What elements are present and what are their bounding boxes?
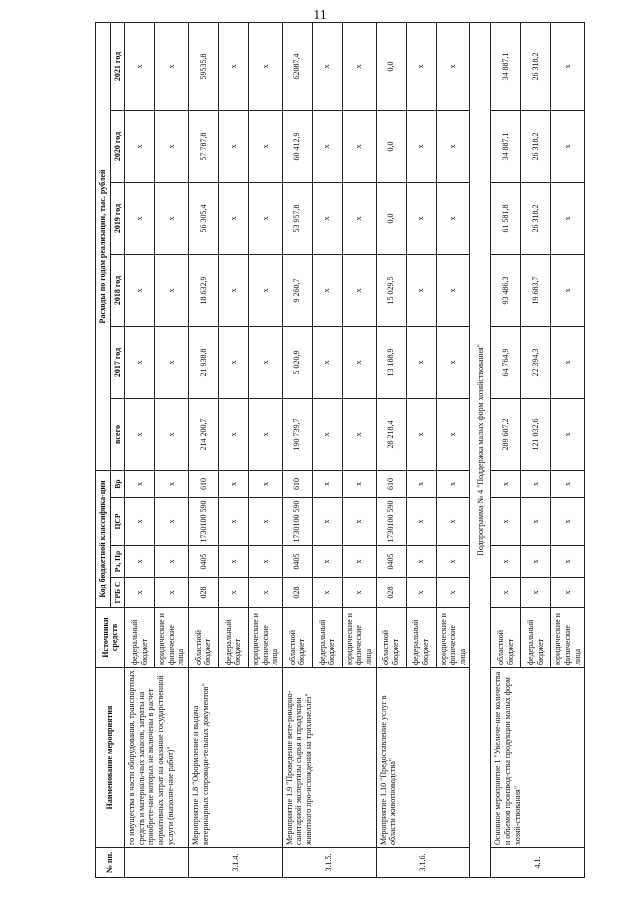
funding-source: областной бюджет	[188, 608, 218, 668]
value-cell: 18 632,9	[188, 255, 218, 327]
value-cell: 26 318,2	[521, 183, 551, 255]
value-cell: x	[218, 546, 248, 578]
value-cell: x	[406, 111, 436, 183]
funding-source: федеральный бюджет	[406, 608, 436, 668]
value-cell: x	[312, 327, 342, 399]
funding-source: областной бюджет	[491, 608, 521, 668]
value-cell: 0,0	[376, 111, 406, 183]
subprogram-row	[470, 22, 491, 877]
value-cell: 26 318,2	[521, 111, 551, 183]
funding-source: федеральный бюджет	[312, 608, 342, 668]
value-cell: x	[436, 578, 470, 608]
value-cell: x	[125, 399, 155, 471]
value-cell: x	[491, 578, 521, 608]
table-row	[282, 22, 312, 877]
value-cell: x	[248, 255, 282, 327]
value-cell: x	[491, 471, 521, 498]
value-cell: x	[521, 498, 551, 546]
value-cell: x	[551, 22, 585, 110]
value-cell: x	[342, 399, 376, 471]
value-cell: x	[312, 578, 342, 608]
value-cell: 0405	[376, 546, 406, 578]
value-cell: 190 739,7	[282, 399, 312, 471]
value-cell: x	[125, 578, 155, 608]
value-cell: 0,0	[376, 183, 406, 255]
value-cell: 15 029,5	[376, 255, 406, 327]
value-cell: x	[248, 327, 282, 399]
value-cell: x	[218, 578, 248, 608]
value-cell: x	[491, 498, 521, 546]
value-cell: x	[406, 471, 436, 498]
value-cell: x	[155, 546, 189, 578]
value-cell: x	[406, 22, 436, 110]
value-cell: 34 887,1	[491, 22, 521, 110]
row-number	[125, 848, 189, 878]
value-cell: 028	[282, 578, 312, 608]
value-cell: x	[218, 399, 248, 471]
value-cell: 1730100 590	[282, 498, 312, 546]
value-cell: x	[248, 399, 282, 471]
value-cell: x	[551, 111, 585, 183]
value-cell: 60 412,9	[282, 111, 312, 183]
value-cell: x	[248, 546, 282, 578]
value-cell: x	[155, 22, 189, 110]
value-cell: x	[342, 255, 376, 327]
value-cell: x	[155, 471, 189, 498]
funding-source: юридические и физические лица	[155, 608, 189, 668]
value-cell: 0,0	[376, 22, 406, 110]
value-cell: x	[312, 255, 342, 327]
value-cell: x	[218, 327, 248, 399]
value-cell: x	[551, 578, 585, 608]
funding-source: областной бюджет	[282, 608, 312, 668]
value-cell: x	[406, 498, 436, 546]
header-total: всего	[110, 399, 125, 471]
value-cell: 0405	[282, 546, 312, 578]
value-cell: 028	[188, 578, 218, 608]
funding-source: юридические и физические лица	[342, 608, 376, 668]
table-row	[491, 22, 521, 877]
value-cell: x	[248, 471, 282, 498]
value-cell: x	[248, 22, 282, 110]
value-cell: x	[155, 578, 189, 608]
value-cell: 214 200,7	[188, 399, 218, 471]
value-cell: x	[125, 498, 155, 546]
table-row	[376, 22, 406, 877]
event-name: Основное мероприятие 1 "Увеличе-ние количества и объемов производ-ства продукции малых форм хозяй-ствования"	[491, 668, 585, 848]
value-cell: x	[312, 399, 342, 471]
value-cell: x	[406, 546, 436, 578]
value-cell: 610	[376, 471, 406, 498]
value-cell: x	[218, 471, 248, 498]
row-number: 3.1.5.	[282, 848, 376, 878]
value-cell: x	[312, 498, 342, 546]
header-year: 2018 год	[110, 255, 125, 327]
value-cell: x	[551, 498, 585, 546]
funding-source: федеральный бюджет	[521, 608, 551, 668]
value-cell: x	[436, 183, 470, 255]
funding-source: юридические и физические лица	[436, 608, 470, 668]
value-cell: 0405	[188, 546, 218, 578]
value-cell: 21 938,8	[188, 327, 218, 399]
value-cell: x	[125, 471, 155, 498]
value-cell: 19 683,7	[521, 255, 551, 327]
header-year: 2017 год	[110, 327, 125, 399]
value-cell: 28 218,4	[376, 399, 406, 471]
value-cell: x	[406, 255, 436, 327]
value-cell: x	[551, 327, 585, 399]
funding-source: юридические и физические лица	[551, 608, 585, 668]
value-cell: x	[342, 578, 376, 608]
event-name: Мероприятие 1.10 "Предоставление услуг в области животноводства"	[376, 668, 470, 848]
value-cell: x	[248, 111, 282, 183]
value-cell: x	[125, 546, 155, 578]
value-cell: x	[342, 111, 376, 183]
value-cell: 610	[188, 471, 218, 498]
value-cell: 22 394,3	[521, 327, 551, 399]
row-number: 3.1.6.	[376, 848, 470, 878]
value-cell: x	[406, 327, 436, 399]
table-row	[188, 22, 218, 877]
value-cell: 1730100 590	[376, 498, 406, 546]
value-cell: x	[551, 255, 585, 327]
header-year: 2019 год	[110, 183, 125, 255]
value-cell: x	[312, 546, 342, 578]
value-cell: x	[342, 327, 376, 399]
value-cell: x	[521, 578, 551, 608]
value-cell: 121 032,6	[521, 399, 551, 471]
value-cell: x	[342, 471, 376, 498]
value-cell: x	[218, 255, 248, 327]
value-cell: x	[155, 399, 189, 471]
row-number: 3.1.4.	[188, 848, 282, 878]
value-cell: 34 887,1	[491, 111, 521, 183]
value-cell: x	[125, 255, 155, 327]
value-cell: x	[155, 111, 189, 183]
value-cell: 028	[376, 578, 406, 608]
header-source: Источники средств	[96, 608, 125, 668]
page-number: 11	[313, 8, 327, 23]
value-cell: x	[218, 22, 248, 110]
value-cell: 9 260,7	[282, 255, 312, 327]
funding-source: федеральный бюджет	[218, 608, 248, 668]
value-cell: x	[312, 183, 342, 255]
value-cell: x	[125, 22, 155, 110]
value-cell: x	[436, 498, 470, 546]
value-cell: 289 607,2	[491, 399, 521, 471]
table-body	[125, 22, 585, 877]
header-code: Код бюджетной классифика-ции	[96, 471, 111, 608]
event-name: Мероприятие 1.9 "Проведение вете-ринарно-санитарной экспертизы сырья и продукции животного про-исхождения на трихинеллёз"	[282, 668, 376, 848]
value-cell: x	[155, 498, 189, 546]
subprogram-title: Подпрограмма № 4 "Поддержка малых форм хозяйствования"	[470, 22, 491, 877]
table-wrapper	[95, 23, 582, 878]
value-cell: x	[218, 183, 248, 255]
value-cell: x	[125, 327, 155, 399]
value-cell: x	[248, 578, 282, 608]
value-cell: x	[312, 22, 342, 110]
header-rzpr: Рз, Пр	[110, 546, 125, 578]
header-grbs: ГРБ С	[110, 578, 125, 608]
value-cell: 610	[282, 471, 312, 498]
value-cell: x	[551, 546, 585, 578]
funding-source: федеральный бюджет	[125, 608, 155, 668]
funding-source: юридические и физические лица	[248, 608, 282, 668]
value-cell: 59535,8	[188, 22, 218, 110]
value-cell: x	[248, 183, 282, 255]
value-cell: x	[342, 546, 376, 578]
value-cell: x	[436, 399, 470, 471]
value-cell: x	[436, 22, 470, 110]
value-cell: x	[406, 399, 436, 471]
value-cell: x	[436, 327, 470, 399]
value-cell: x	[155, 255, 189, 327]
table-row	[125, 22, 155, 877]
value-cell: x	[218, 498, 248, 546]
budget-table	[95, 22, 585, 878]
value-cell: x	[436, 111, 470, 183]
value-cell: 1730100 590	[188, 498, 218, 546]
header-expenses: Расходы по годам реализации, тыс. рублей	[96, 22, 111, 470]
header-year: 2021 год	[110, 22, 125, 110]
value-cell: x	[551, 471, 585, 498]
value-cell: x	[342, 183, 376, 255]
value-cell: 57 787,8	[188, 111, 218, 183]
header-vr: Вр	[110, 471, 125, 498]
value-cell: x	[551, 399, 585, 471]
value-cell: x	[436, 471, 470, 498]
value-cell: x	[248, 498, 282, 546]
value-cell: x	[218, 111, 248, 183]
value-cell: x	[125, 183, 155, 255]
header-csr: ЦСР	[110, 498, 125, 546]
header-year: 2020 год	[110, 111, 125, 183]
header-name: Наименование мероприятия	[96, 668, 125, 848]
rotated-table-container	[95, 23, 582, 878]
value-cell: 13 188,9	[376, 327, 406, 399]
value-cell: x	[155, 183, 189, 255]
header-row-1	[96, 22, 111, 877]
value-cell: 64 764,9	[491, 327, 521, 399]
value-cell: x	[436, 255, 470, 327]
value-cell: x	[551, 183, 585, 255]
value-cell: 56 305,4	[188, 183, 218, 255]
value-cell: x	[521, 471, 551, 498]
value-cell: 5 020,9	[282, 327, 312, 399]
value-cell: x	[521, 546, 551, 578]
value-cell: x	[155, 327, 189, 399]
value-cell: x	[312, 111, 342, 183]
value-cell: x	[436, 546, 470, 578]
value-cell: 61 581,8	[491, 183, 521, 255]
value-cell: x	[342, 498, 376, 546]
value-cell: 62087,4	[282, 22, 312, 110]
value-cell: 53 957,8	[282, 183, 312, 255]
value-cell: x	[125, 111, 155, 183]
header-num: № пп.	[96, 848, 125, 878]
value-cell: x	[312, 471, 342, 498]
value-cell: x	[406, 183, 436, 255]
value-cell: 26 318,2	[521, 22, 551, 110]
event-name: го имущества в части оборудования, транспортных средств и материаль-ных запасов, затраты на приобрете-ние которых не включены в расчет нормативных затрат на оказание государственной услуги (выполне-ние работ)"	[125, 668, 189, 848]
event-name: Мероприятие 1.8 "Оформление и выдача ветеринарных сопроводи-тельных документов"	[188, 668, 282, 848]
value-cell: 93 486,3	[491, 255, 521, 327]
value-cell: x	[406, 578, 436, 608]
row-number: 4.1.	[491, 848, 585, 878]
funding-source: областной бюджет	[376, 608, 406, 668]
value-cell: x	[342, 22, 376, 110]
value-cell: x	[491, 546, 521, 578]
